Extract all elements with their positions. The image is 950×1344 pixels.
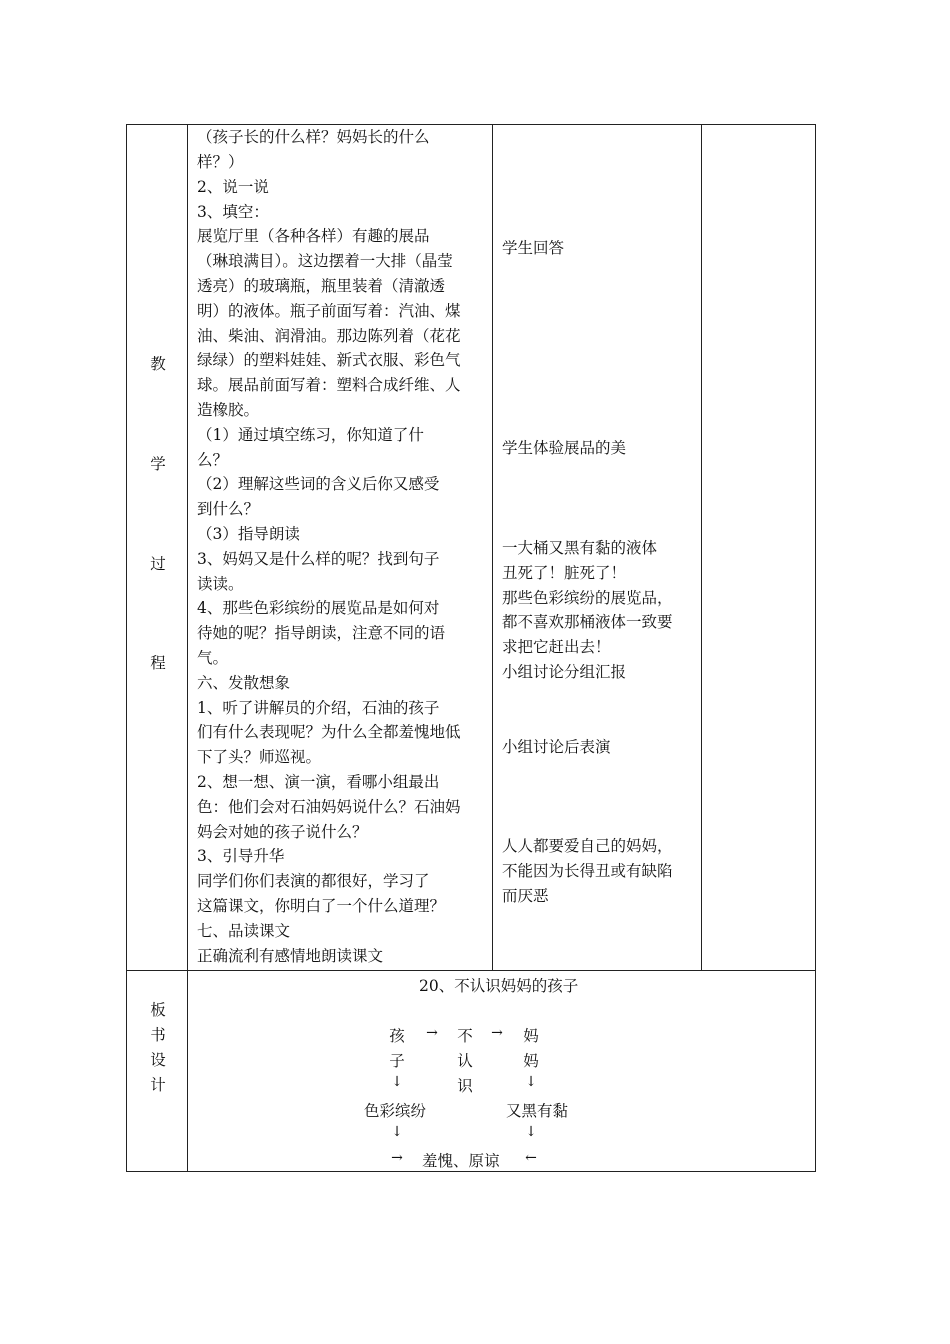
content-line: 造橡胶。 — [197, 401, 260, 419]
board-char: 识 — [457, 1077, 473, 1095]
content-line: 待她的呢？指导朗读，注意不同的语 — [197, 624, 446, 642]
content-line: （孩子长的什么样？妈妈长的什么 — [197, 128, 430, 146]
content-line: 展览厅里（各种各样）有趣的展品 — [197, 227, 430, 245]
arrow-right-icon: → — [491, 1025, 503, 1041]
content-line: 到什么？ — [197, 500, 260, 518]
content-line: 七、品读课文 — [197, 922, 291, 940]
content-line: 绿绿）的塑料娃娃、新式衣服、彩色气 — [197, 351, 461, 369]
section-label-char: 教 — [150, 355, 166, 373]
content-line: 下了头？师巡视。 — [197, 748, 322, 766]
content-line: 么？ — [197, 451, 229, 469]
content-line: 3、引导升华 — [197, 847, 285, 865]
content-line: 样？） — [197, 153, 244, 171]
content-line: 4、那些色彩缤纷的展览品是如何对 — [197, 599, 440, 617]
content-line: 3、填空： — [197, 203, 269, 221]
board-char: 妈 — [523, 1052, 539, 1070]
board-label-char: 设 — [150, 1051, 166, 1069]
content-line: 气。 — [197, 649, 229, 667]
arrow-down-icon: ↓ — [391, 1124, 403, 1140]
content-line: 色：他们会对石油妈妈说什么？石油妈 — [197, 798, 461, 816]
board-bottom-word: 羞愧、原谅 — [422, 1152, 500, 1170]
student-note: 求把它赶出去！ — [502, 638, 611, 656]
board-char: 不 — [457, 1027, 473, 1045]
table-border-left — [126, 124, 127, 1172]
content-line: 明）的液体。瓶子前面写着：汽油、煤 — [197, 302, 461, 320]
section-label-char: 程 — [150, 654, 166, 672]
board-char: 子 — [389, 1052, 405, 1070]
board-title: 20、不认识妈妈的孩子 — [419, 977, 579, 995]
content-line: 这篇课文，你明白了一个什么道理？ — [197, 897, 446, 915]
content-line: 3、妈妈又是什么样的呢？找到句子 — [197, 550, 440, 568]
section-label-char: 学 — [150, 455, 166, 473]
table-divider-board — [126, 970, 816, 971]
table-border-bottom — [126, 1171, 816, 1172]
student-note: 学生体验展品的美 — [502, 439, 627, 457]
board-left-word: 色彩缤纷 — [364, 1102, 427, 1120]
arrow-down-icon: ↓ — [525, 1074, 537, 1090]
table-border-right — [815, 124, 816, 1172]
arrow-down-icon: ↓ — [525, 1124, 537, 1140]
content-line: 们有什么表现呢？为什么全都羞愧地低 — [197, 723, 461, 741]
content-line: 2、说一说 — [197, 178, 269, 196]
content-line: 球。展品前面写着：塑料合成纤维、人 — [197, 376, 461, 394]
content-line: 正确流利有感情地朗读课文 — [197, 947, 384, 965]
student-note: 丑死了！脏死了！ — [502, 564, 627, 582]
board-label-char: 书 — [150, 1026, 166, 1044]
student-note: 不能因为长得丑或有缺陷 — [502, 862, 673, 880]
board-char: 认 — [457, 1052, 473, 1070]
table-column-divider-1 — [187, 124, 188, 1172]
content-line: 1、听了讲解员的介绍，石油的孩子 — [197, 699, 440, 717]
student-note: 而厌恶 — [502, 887, 549, 905]
content-line: 妈会对她的孩子说什么？ — [197, 823, 368, 841]
board-char: 孩 — [389, 1027, 405, 1045]
board-right-word: 又黑有黏 — [506, 1102, 569, 1120]
content-line: 2、想一想、演一演，看哪小组最出 — [197, 773, 440, 791]
section-label-char: 过 — [150, 555, 166, 573]
content-line: （1）通过填空练习，你知道了什 — [197, 426, 424, 444]
student-note: 小组讨论分组汇报 — [502, 663, 627, 681]
content-line: 同学们你们表演的都很好，学习了 — [197, 872, 430, 890]
arrow-right-icon: → — [391, 1150, 403, 1166]
board-char: 妈 — [523, 1027, 539, 1045]
content-line: 油、柴油、润滑油。那边陈列着（花花 — [197, 327, 461, 345]
board-label-char: 计 — [150, 1076, 166, 1094]
board-label-char: 板 — [150, 1001, 166, 1019]
content-line: 读读。 — [197, 575, 244, 593]
student-note: 学生回答 — [502, 239, 565, 257]
table-column-divider-3 — [701, 124, 702, 970]
content-line: （琳琅满目）。这边摆着一大排（晶莹 — [197, 252, 453, 270]
content-line: （3）指导朗读 — [197, 525, 300, 543]
arrow-down-icon: ↓ — [391, 1074, 403, 1090]
student-note: 人人都要爱自己的妈妈， — [502, 837, 673, 855]
arrow-left-icon: ← — [525, 1150, 537, 1166]
content-line: 六、发散想象 — [197, 674, 291, 692]
student-note: 那些色彩缤纷的展览品， — [502, 589, 673, 607]
student-note: 都不喜欢那桶液体一致要 — [502, 613, 673, 631]
content-line: （2）理解这些词的含义后你又感受 — [197, 475, 440, 493]
content-line: 透亮）的玻璃瓶，瓶里装着（清澈透 — [197, 277, 446, 295]
student-note: 一大桶又黑有黏的液体 — [502, 539, 658, 557]
table-column-divider-2 — [492, 124, 493, 970]
arrow-right-icon: → — [426, 1025, 438, 1041]
student-note: 小组讨论后表演 — [502, 738, 611, 756]
